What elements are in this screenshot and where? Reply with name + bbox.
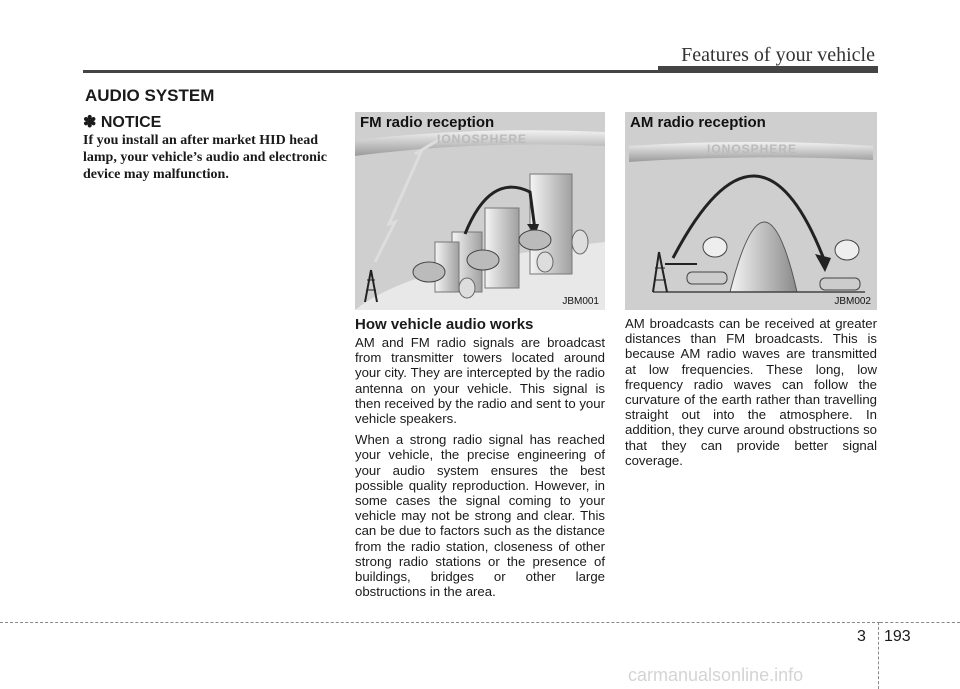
how-it-works-paragraph: When a strong radio signal has reached your vehicle, the precise engineering of your audio system ensures the best possible quality reproduction. However, in some cases the signal coming to your vehicle may not be strong and clear. This can be due to factors such as the distance from the radio station, closeness of other strong radio stations or the presence of buildings, bridges or other large obstructions in the area.: [355, 432, 605, 600]
am-figure-title: AM radio reception: [630, 114, 766, 131]
notice-title: ✽ NOTICE: [83, 114, 162, 131]
how-it-works-paragraph: AM and FM radio signals are broadcast from transmitter towers located around your city. They are intercepted by the radio antenna on your vehicle. This signal is then received by the radio and sent to your vehicle speakers.: [355, 335, 605, 427]
how-it-works-heading: How vehicle audio works: [355, 316, 534, 333]
arrow-head: [815, 254, 831, 272]
ionosphere-label: IONOSPHERE: [707, 142, 798, 156]
notice-body: If you install an after market HID head lamp, your vehicle’s audio and electronic device may malfunction.: [83, 133, 327, 182]
transmitter-tower-icon: [365, 270, 377, 302]
fm-figure-code: JBM001: [562, 296, 599, 307]
chapter-number: 3: [857, 628, 866, 645]
how-it-works-text: [355, 335, 605, 605]
transmitter-tower-icon: [653, 252, 667, 292]
header-title: Features of your vehicle: [681, 44, 875, 66]
car-icon: [820, 278, 860, 290]
am-reception-figure: [625, 112, 877, 310]
car-icon: [467, 250, 499, 270]
building: [485, 208, 519, 288]
header-rule-accent: [658, 66, 878, 73]
page-divider: [878, 622, 879, 689]
section-title: AUDIO SYSTEM: [85, 86, 215, 105]
footer-divider: [880, 622, 960, 623]
car-icon: [687, 272, 727, 284]
am-text: [625, 316, 877, 474]
page-number: 193: [884, 628, 911, 645]
car-icon: [519, 230, 551, 250]
mountain: [730, 222, 797, 292]
fm-reception-figure: [355, 112, 605, 310]
watermark: carmanualsonline.info: [628, 665, 804, 685]
fm-figure-title: FM radio reception: [360, 114, 495, 131]
footer-divider: [0, 622, 880, 623]
am-figure-code: JBM002: [834, 296, 871, 307]
ionosphere-label: IONOSPHERE: [437, 132, 528, 146]
car-icon: [413, 262, 445, 282]
am-paragraph: AM broadcasts can be received at greater distances than FM broadcasts. This is because AM radio waves are transmitted at low frequencies. These long, low frequency radio waves can follow the curvature of the earth rather than travelling straight out into the atmosphere. In addition, they curve around obstructions so that they can provide better signal coverage.: [625, 316, 877, 468]
